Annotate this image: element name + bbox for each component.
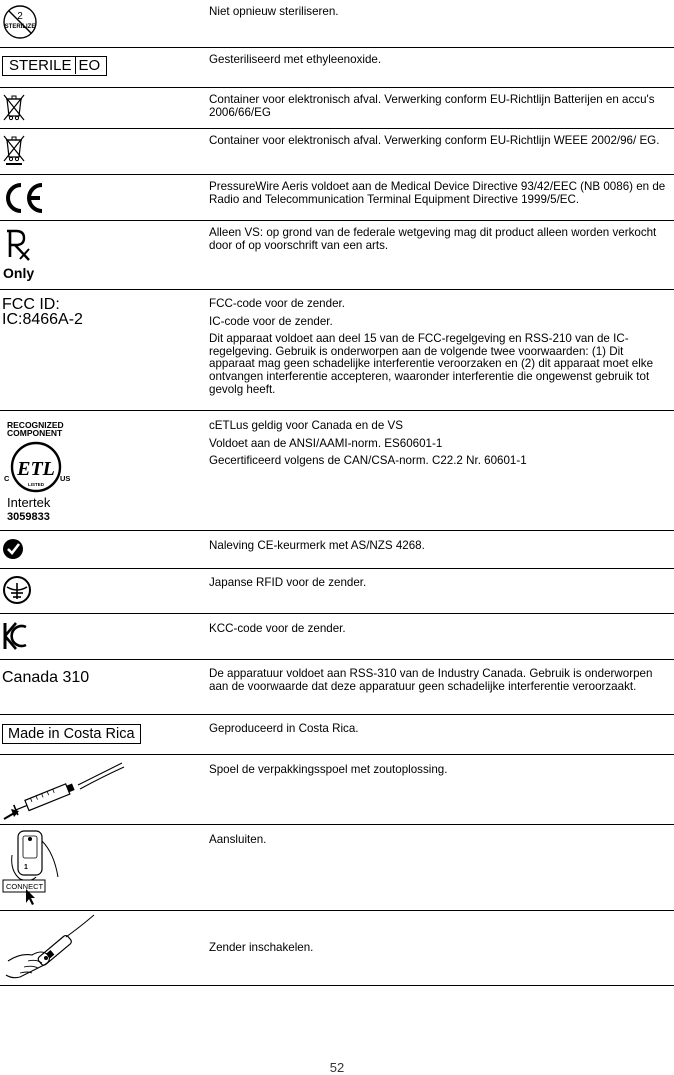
japan-radio-icon — [2, 575, 32, 605]
description-text: Gecertificeerd volgens de CAN/CSA-norm. C22.2 Nr. 60601-1 — [209, 454, 527, 468]
table-row — [0, 531, 674, 569]
certificate-number: 3059833 — [7, 511, 50, 523]
row-description — [209, 942, 671, 960]
intertek-label: Intertek — [7, 495, 51, 510]
description-text: Spoel de verpakkingsspoel met zoutoplossing. — [209, 763, 448, 776]
table-row — [0, 0, 674, 48]
table-row — [0, 755, 674, 825]
device-number: 1 — [24, 864, 28, 871]
table-row — [0, 660, 674, 715]
table-row — [0, 48, 674, 88]
description-text: IC-code voor de zender. — [209, 314, 333, 328]
table-row — [0, 569, 674, 614]
canada-310-label: Canada 310 — [2, 669, 90, 686]
recognized-label: RECOGNIZED — [7, 420, 64, 430]
component-label: COMPONENT — [7, 428, 63, 438]
symbol-cell — [2, 297, 202, 327]
page-number: 52 — [329, 1060, 345, 1075]
symbol-cell — [2, 4, 202, 45]
description-text: Aansluiten. — [209, 833, 267, 846]
us-label: US — [60, 474, 71, 483]
etl-mark: ETL — [17, 458, 55, 480]
table-row — [0, 221, 674, 290]
table-row — [0, 614, 674, 660]
table-row — [0, 175, 674, 221]
symbol-cell — [2, 575, 202, 610]
description-text: Japanse RFID voor de zender. — [209, 576, 367, 589]
table-row — [0, 290, 674, 411]
ce-mark-icon — [2, 181, 46, 215]
c-label: C — [4, 474, 10, 483]
description-text: Niet opnieuw steriliseren. — [209, 5, 339, 18]
description-text: FCC-code voor de zender. — [209, 297, 345, 310]
description-text: Naleving CE-keurmerk met AS/NZS 4268. — [209, 539, 425, 552]
etl-listed-icon — [2, 415, 72, 525]
row-description — [209, 723, 671, 741]
row-description — [209, 54, 671, 72]
row-description — [209, 135, 671, 153]
symbol-cell — [2, 913, 202, 988]
made-in-costa-rica-label — [2, 724, 141, 744]
symbol-number: 2 — [17, 11, 23, 22]
description-text: De apparatuur voldoet aan RSS-310 van de Industry Canada. Gebruik is onderworpen aan de voorwaarde dat deze apparatuur geen schadelijke interferentie veroorzaakt. — [209, 667, 653, 693]
connect-label: CONNECT — [6, 882, 44, 891]
table-row — [0, 129, 674, 175]
symbol-cell — [2, 227, 202, 288]
symbol-cell — [2, 181, 202, 220]
fcc-id-label: FCC ID: — [2, 296, 60, 313]
description-text: Gesteriliseerd met ethyleenoxide. — [209, 53, 382, 66]
symbol-cell — [2, 724, 202, 744]
symbol-cell — [2, 92, 202, 127]
table-row — [0, 715, 674, 755]
symbol-cell — [2, 827, 202, 912]
description-text: Dit apparaat voldoet aan deel 15 van de FCC-regelgeving en RSS-210 van de IC-regelgeving. Gebruik is onderworpen aan de volgende twee voorwaarden: (1) Dit apparaat mag geen schadelijke interferentie veroorzaken en (2) dit apparaat moet elke ontvangen interferentie accepteren, waaronder interferentie die ongewenst gebruik tot gevolg heeft. — [209, 332, 654, 396]
row-description — [209, 668, 671, 698]
symbol-cell — [2, 133, 202, 170]
listed-label: LISTED — [27, 482, 45, 487]
description-text: PressureWire Aeris voldoet aan de Medical Device Directive 93/42/EEC (NB 0086) en de Radio and Telecommunication Terminal Equipment Directive 1999/5/EC. — [209, 180, 666, 206]
description-text: cETLus geldig voor Canada en de VS — [209, 419, 403, 432]
do-not-resterilize-icon — [2, 4, 38, 40]
symbol-cell — [2, 56, 202, 76]
row-description — [209, 540, 671, 558]
kc-mark-icon — [2, 620, 28, 652]
description-text: Container voor elektronisch afval. Verwerking conform EU-Richtlijn WEEE 2002/96/ EG. — [209, 134, 660, 147]
symbol-cell — [2, 415, 202, 530]
row-description — [209, 420, 671, 473]
switch-on-transmitter-icon — [2, 913, 98, 983]
description-text: Geproduceerd in Costa Rica. — [209, 722, 359, 735]
sterile-eo-label — [2, 56, 107, 76]
row-description — [209, 623, 671, 641]
connect-icon — [2, 827, 64, 907]
description-text: Voldoet aan de ANSI/AAMI-norm. ES60601-1 — [209, 436, 443, 450]
row-description — [209, 298, 671, 401]
table-row — [0, 88, 674, 129]
description-text: Alleen VS: op grond van de federale wetgeving mag dit product alleen worden verkocht door of op voorschrift van een arts. — [209, 226, 657, 252]
row-description — [209, 6, 671, 24]
rx-only-icon — [2, 227, 42, 283]
crossed-bin-icon — [2, 92, 26, 122]
eo-text: EO — [75, 57, 104, 74]
symbol-cell — [2, 538, 202, 565]
symbol-cell — [2, 670, 202, 685]
table-row — [0, 411, 674, 531]
symbol-label: STERILIZE — [4, 24, 36, 30]
only-label: Only — [3, 265, 35, 281]
c-tick-icon — [2, 538, 24, 560]
flush-syringe-icon — [2, 759, 127, 821]
row-description — [209, 577, 671, 595]
made-in-text: Made in Costa Rica — [8, 726, 135, 742]
description-text: Zender inschakelen. — [209, 941, 314, 954]
row-description — [209, 834, 671, 852]
symbol-cell — [2, 620, 202, 657]
table-row — [0, 825, 674, 911]
description-text: KCC-code voor de zender. — [209, 622, 346, 635]
weee-bin-icon — [2, 133, 26, 165]
table-row — [0, 911, 674, 986]
row-description — [209, 764, 671, 782]
row-description — [209, 227, 671, 257]
row-description — [209, 181, 671, 211]
row-description — [209, 94, 671, 124]
sterile-text: STERILE — [9, 57, 72, 74]
symbol-cell — [2, 759, 202, 826]
description-text: Container voor elektronisch afval. Verwerking conform EU-Richtlijn Batterijen en accu's 2006/66/EG — [209, 93, 655, 119]
ic-id-label: IC:8466A-2 — [2, 311, 83, 328]
